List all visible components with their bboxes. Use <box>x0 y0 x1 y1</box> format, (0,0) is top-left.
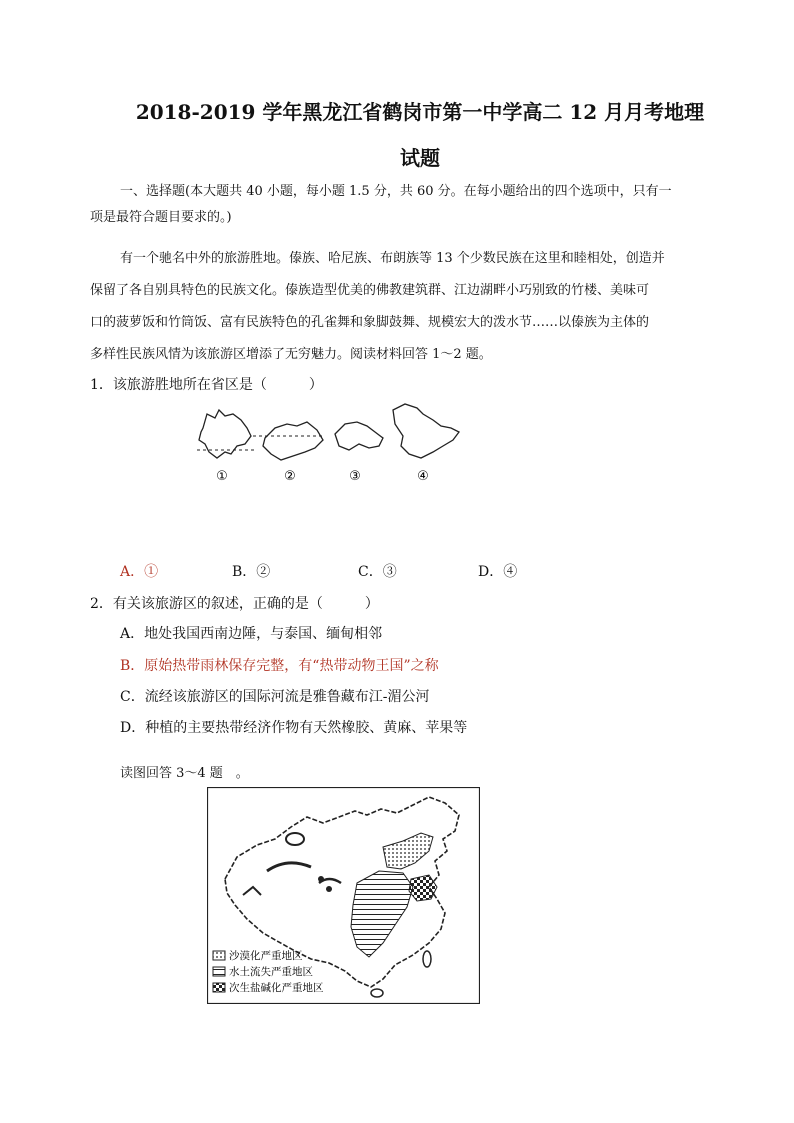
question-1-option-c[interactable]: C．③ <box>358 564 397 580</box>
legend-swatch-soil-erosion <box>213 967 225 976</box>
question-2-option-d[interactable]: D．种植的主要热带经济作物有天然橡胶、黄麻、苹果等 <box>120 720 468 736</box>
question-1-option-d[interactable]: D．④ <box>478 564 518 580</box>
figure-label-2: ② <box>284 469 296 484</box>
passage-line: 有一个驰名中外的旅游胜地。傣族、哈尼族、布朗族等 13 个少数民族在这里和睦相处，创造并 <box>120 251 665 266</box>
china-land-degradation-map <box>207 787 480 1004</box>
province-outline-2 <box>263 422 323 460</box>
province-outline-1 <box>199 410 251 458</box>
legend-label-desertification: 沙漠化严重地区 <box>229 950 303 962</box>
passage-line: 保留了各自别具特色的民族文化。傣族造型优美的佛教建筑群、江边湖畔小巧别致的竹楼、美味可 <box>90 283 650 298</box>
section-instruction-line2: 项是最符合题目要求的。) <box>90 210 232 225</box>
province-outline-3 <box>335 422 383 450</box>
section-instruction: 一、选择题(本大题共 40 小题，每小题 1.5 分，共 60 分。在每小题给出的四个选项中，只有一 <box>120 184 672 199</box>
passage-line: 口的菠萝饭和竹筒饭、富有民族特色的孔雀舞和象脚鼓舞、规模宏大的泼水节……以傣族为主体的 <box>90 315 650 330</box>
legend-label-soil-erosion: 水土流失严重地区 <box>229 966 313 978</box>
question-2-option-a[interactable]: A．地处我国西南边陲，与泰国、缅甸相邻 <box>120 626 383 642</box>
question-2-stem: 2．有关该旅游区的叙述，正确的是（ ） <box>90 596 379 612</box>
legend-swatch-salinization <box>213 983 225 992</box>
figure-label-3: ③ <box>349 469 361 484</box>
page-title-line2: 试题 <box>400 146 440 170</box>
question-1-stem: 1．该旅游胜地所在省区是（ ） <box>90 377 323 393</box>
question-1-option-b[interactable]: B．② <box>232 564 271 580</box>
page-title: 2018-2019 学年黑龙江省鹤岗市第一中学高二 12 月月考地理 <box>135 100 705 124</box>
question-2-option-c[interactable]: C．流经该旅游区的国际河流是雅鲁藏布江-湄公河 <box>120 689 430 705</box>
legend-label-salinization: 次生盐碱化严重地区 <box>229 982 324 994</box>
map-instruction: 读图回答 3～4 题 。 <box>120 766 249 781</box>
province-outline-4 <box>393 404 459 458</box>
passage-line: 多样性民族风情为该旅游区增添了无穷魅力。阅读材料回答 1～2 题。 <box>90 347 492 362</box>
question-2-option-b[interactable]: B．原始热带雨林保存完整，有“热带动物王国”之称 <box>120 658 439 674</box>
figure-label-1: ① <box>216 469 228 484</box>
question-1-option-a[interactable]: A．① <box>120 564 159 580</box>
figure-label-4: ④ <box>417 469 429 484</box>
province-outlines-figure <box>185 400 475 490</box>
legend-swatch-desertification <box>213 951 225 960</box>
